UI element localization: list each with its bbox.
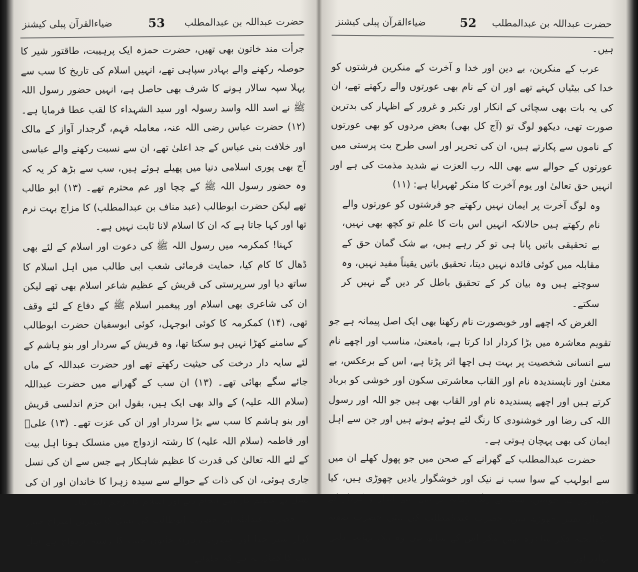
quoted-verse: وہ لوگ آخرت پر ایمان نہیں رکھتے جو فرشتوں کو عورتوں والے نام رکھتے ہیں حالانکہ انہیں اس بات کا علم تو کچھ بھی نہیں، بے تحقیقی باتیں پانا ہی تو کر رہے ہیں، بے شک گمان حق کے مقابلہ میں کوئی فائدہ نہیں دیتا، تحقیق باتیں یقیناً مفید نہیں، وہ سوچتے ہیں وہ بیان کر کے تحقیق باطل کر دیں گے نہیں کر سکتے۔ [341,198,601,310]
publisher-name: ضیاءالقرآن پبلی کیشنز [22,18,113,31]
paragraph: ہیں۔ [592,44,614,56]
page-body [327,38,614,569]
paragraph: حضرت عبداللہ اور حضرت ابوطالب کی نسل کا بہترین امتزاج حیدر کرار شیر خدا اور حضرت زہراء خاتون جنت کا رشتہ ازدواج ہے اہل بیت کا کمال یہ ہے کہ خلفائے [25,513,310,566]
left-page [10,0,321,566]
chapter-title: حضرت عبداللہ بن عبدالمطلب [184,16,305,29]
paragraph: عرب کے منکرین، بے دین اور خدا و آخرت کے منکرین فرشتوں کو خدا کی بیٹیاں کہتے تھے اور ان کے نام بھی عورتوں والے رکھتے تھے، ان کی یہ بات بھی سچائی کے انکار اور تکبر و غرور کے اظہار کی بدترین صورت تھی، دیکھو لوگ تو (آج کل بھی) بعض مردوں کو بھی عورتوں کے ناموں سے پکارتے ہیں، ان کی تحریر اور اسی طرح بت پرستی میں عورتوں کے حوالے سے بھی اللہ رب العزت نے شدید مذمت کی ہے اور انہیں حق تعالیٰ اور یوم آخرت کا منکر ٹھہرایا ہے: (۱۱) [330,61,614,193]
right-page [318,0,628,565]
page-header [20,13,304,39]
page-body [20,40,310,572]
page-number: 53 [148,15,166,31]
paragraph: حضرت عبدالمطلب کے گھرانے کے صحن میں جو پھول کھلے ان میں سے ابولہب کے سوا سب نے نیک اور خوشگوار یادیں چھوڑی ہیں، کیا مرد اور کیا خواتین، سب نے رنگ زمانہ پر اپنے اپنے انداز و کردار کے لازوال نقش چھوڑے ہیں، حضرت عبدالمطلب کی بیٹی حضرت صفیہ ایک پختہ فکر شاعرہ تھیں مگر اس کے ساتھ ہی وہ ایک نہایت دلیر، بہادر اور [327,453,610,565]
page-number: 52 [459,15,477,31]
chapter-title: حضرت عبداللہ بن عبدالمطلب [491,18,612,31]
page-header [332,13,614,38]
paragraph: کہنا! کمکرمہ میں رسول اللہ ﷺ کی دعوت اور اسلام کے لئے بھی ڈھال کا کام کیا، حمایت فرمائی شعب ابی طالب میں اہل اسلام کا ساتھ دیا اور سرپرستی کی قریش کے عظیم شاعر اسلام بھی تھے لیکن ان کی شاعری بھی اسلام اور پیغمبر اسلام ﷺ کے دفاع کے لئے وقف تھی، (۱۴) کمکرمہ کا کوئی ابوجہل، کوئی ابوسفیان حضرت ابوطالب کے سامنے کھڑا نہیں ہو سکتا تھا، وہ قریش کے سردار اور بنو ہاشم کے لئے سایہ دار درخت کی حیثیت رکھتے تھے اور حضرت عبداللہ کے ماں جائے سگے بھائی تھے۔ (۱۳) ان سب کے گھرانے میں حضرت عبداللہ (سلام اللہ علیہ) کے والد بھی ایک ہیں، بقول ابن حزم اندلسی قریش اور بنو ہاشم کا سب سے بڑا سردار اور ان کی عزت تھے۔ (۱۳) علیؓ اور فاطمہ (سلام اللہ علیہ) کا رشتہ ازدواج میں منسلک ہونا اہل بیت کے لئے اللہ تعالیٰ کی قدرت کا عظیم شاہکار ہے جس سے ان کی نسل جاری ہوئی، ان کی ذات کے حوالے سے سیدہ زہرا کا خاندان اور ان کی نسل نے عظیم کارنامے انجام دیے اور اسلام کا پرچم بلند کیا۔ [22,239,310,508]
publisher-name: ضیاءالقرآن پبلی کیشنز [335,16,426,29]
paragraph: الغرض کہ اچھے اور خوبصورت نام رکھنا بھی ایک اصل پیمانہ ہے جو تقویم معاشرہ میں بڑا کردار ادا کرتا ہے، بامعنیٰ، مناسب اور اچھے نام سے انسانی شخصیت پر بہت ہی اچھا اثر پڑتا ہے، اس کے برعکس، بے معنیٰ اور ناپسندیدہ نام اور القاب معاشرتی سکون اور خوشی کو برباد کرتے ہیں اور اچھے پسندیدہ نام اور القاب بھی ہیں جو اللہ اور رسول اللہ کی رضا اور خوشنودی کا رنگ لئے ہوئے ہوتے ہیں اور جن سے اہل ایمان کی بھی پہچان ہوتی ہے۔ [328,316,612,448]
paragraph: جرأت مند خاتون بھی تھیں، حضرت حمزہ ایک پرہیبت، طاقتور شیر کا حوصلہ رکھنے والے بہادر سپاہی تھے، انہیں اسلام کی تاریخ کا سب سے پہلا سپہ سالار ہونے کا شرف بھی حاصل ہے، انہیں حضور رسول اللہ ﷺ نے اسد اللہ واسد رسولہ اور سید الشہداء کا لقب عطا فرمایا ہے۔ (۱۲) حضرت عباس رضی اللہ عنہ، معاملہ فہم، گرجدار آواز کے مالک اور خلافت بنی عباس کے جد اعلیٰ تھے، ان سے نسبت رکھنے والے عباسی آج بھی پوری اسلامی دنیا میں پھیلے ہوئے ہیں، سب سے بڑھ کر یہ کہ وہ حضور رسول اللہ ﷺ کے چچا اور عم محترم تھے۔ (۱۳) ابو طالب تھے لیکن حضرت ابوطالب (عبد مناف بن عبدالمطلب) کا مزاج بہت نرم تھا اور کہا جاتا ہے کہ ان کا اسلام لانا ثابت نہیں ہے۔ [20,43,307,234]
